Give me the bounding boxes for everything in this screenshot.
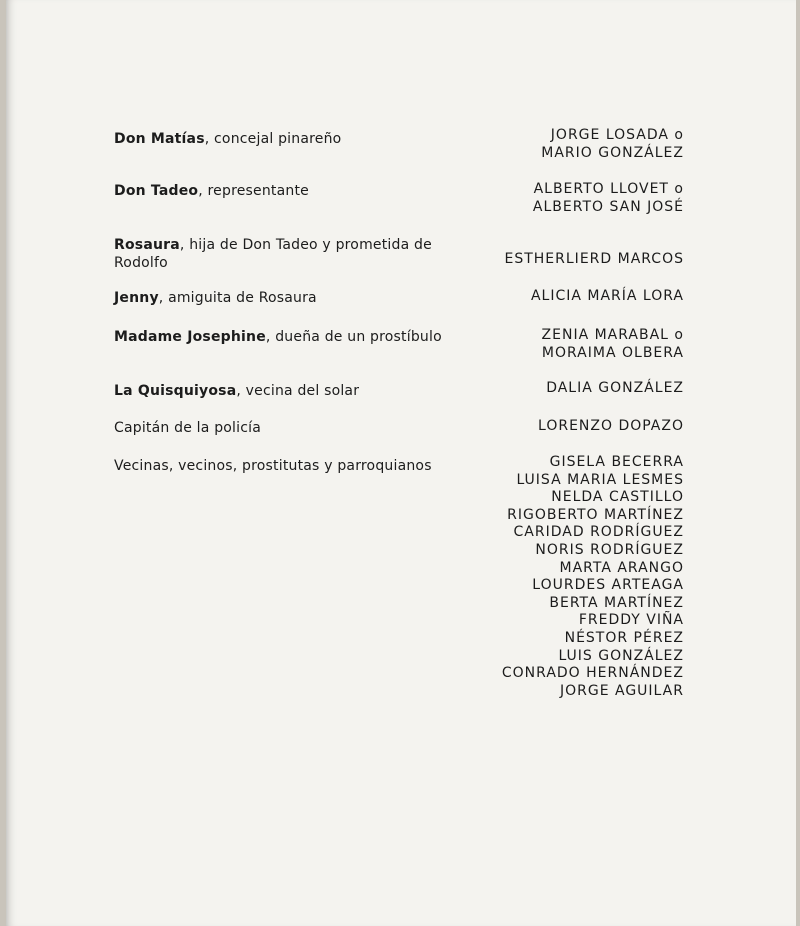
role-name: La Quisquiyosa (114, 383, 237, 399)
role-don-tadeo (114, 182, 474, 200)
role-description: , vecina del solar (236, 383, 360, 399)
actor-don-tadeo (533, 181, 684, 216)
role-description: Capitán de la policía (114, 420, 261, 436)
role-description: , hija de Don Tadeo y prometida de Rodolfo (114, 237, 432, 271)
actor-la-quisquiyosa (546, 380, 684, 398)
actor-name: JORGE LOSADA o (550, 127, 684, 143)
actor-madame-josephine (542, 327, 684, 362)
actor-name: NORIS RODRÍGUEZ (535, 541, 684, 558)
role-capitan (114, 419, 474, 437)
actor-don-matias (541, 127, 684, 162)
role-la-quisquiyosa (114, 382, 474, 400)
actor-name: MARTA ARANGO (559, 559, 684, 576)
role-ensemble (114, 457, 474, 475)
actor-rosaura (505, 251, 685, 269)
role-name: Madame Josephine (114, 329, 266, 345)
actor-name: MORAIMA OLBERA (541, 344, 684, 361)
actor-name: ALBERTO LLOVET o (533, 181, 684, 197)
role-name: Don Tadeo (114, 183, 199, 199)
actor-name: ALICIA MARÍA LORA (530, 288, 684, 304)
actor-name: CARIDAD RODRÍGUEZ (513, 524, 684, 541)
role-name: Rosaura (114, 237, 180, 253)
actor-name: FREDDY VIÑA (578, 612, 684, 629)
actor-name: LUISA MARIA LESMES (516, 471, 684, 488)
actor-name: NÉSTOR PÉREZ (564, 629, 684, 646)
role-name: Don Matías (114, 131, 205, 147)
actor-list-ensemble (502, 454, 684, 700)
role-description: , amiguita de Rosaura (158, 290, 317, 306)
program-page (6, 0, 796, 926)
actor-name: RIGOBERTO MARTÍNEZ (507, 506, 684, 523)
role-name: Jenny (114, 290, 159, 306)
actor-name: LOURDES ARTEAGA (532, 577, 684, 594)
role-jenny (114, 289, 474, 307)
actor-name: CONRADO HERNÁNDEZ (501, 665, 684, 682)
actor-name: JORGE AGUILAR (559, 682, 684, 699)
actor-name: MARIO GONZÁLEZ (541, 144, 684, 161)
actor-name: LUIS GONZÁLEZ (558, 647, 684, 664)
actor-name: ESTHERLIERD MARCOS (504, 251, 684, 267)
actor-name: ALBERTO SAN JOSÉ (532, 198, 684, 215)
actor-name: ZENIA MARABAL o (541, 327, 684, 343)
role-description: , representante (198, 183, 309, 199)
actor-jenny (531, 288, 684, 306)
role-description: , dueña de un prostíbulo (265, 329, 442, 345)
role-rosaura (114, 236, 474, 272)
actor-name: LORENZO DOPAZO (538, 418, 684, 434)
role-don-matias (114, 130, 474, 148)
role-description: Vecinas, vecinos, prostitutas y parroquianos (114, 458, 432, 474)
role-description: , concejal pinareño (204, 131, 342, 147)
actor-name: GISELA BECERRA (549, 454, 684, 470)
actor-name: BERTA MARTÍNEZ (549, 594, 684, 611)
actor-name: NELDA CASTILLO (551, 489, 684, 506)
role-madame-josephine (114, 328, 474, 346)
actor-capitan (538, 418, 684, 436)
actor-name: DALIA GONZÁLEZ (546, 380, 684, 396)
